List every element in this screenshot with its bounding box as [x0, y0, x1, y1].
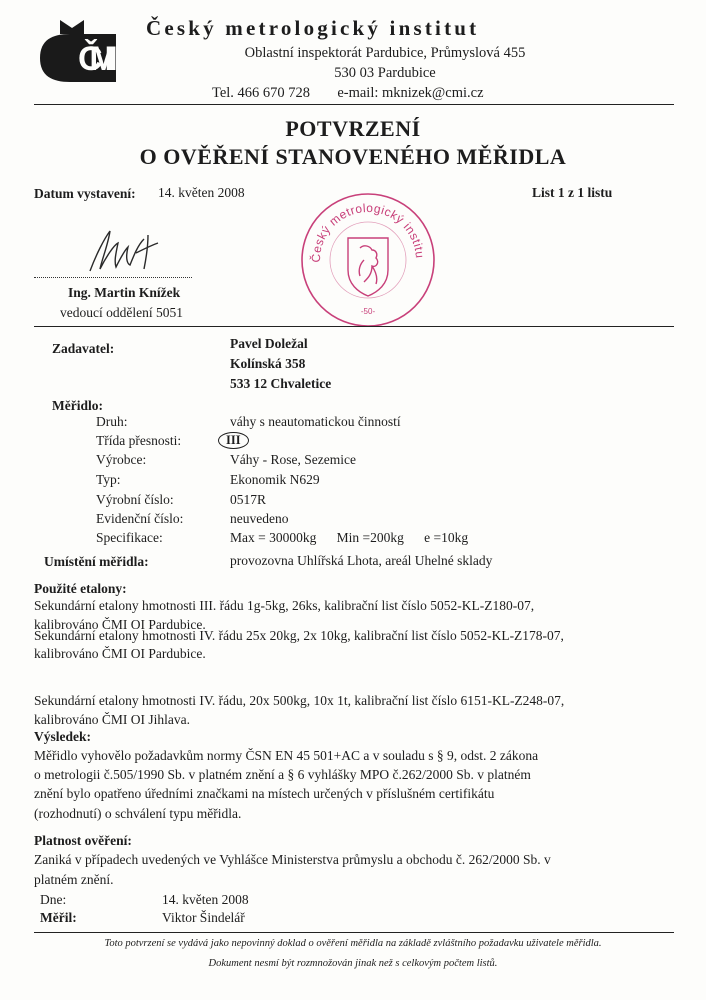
document-title: POTVRZENÍ: [285, 116, 421, 141]
result-heading: Výsledek:: [34, 729, 91, 744]
instrument-heading: Měřidlo:: [52, 398, 103, 413]
location-value: provozovna Uhlířská Lhota, areál Uhelné sklady: [230, 553, 493, 568]
institute-name: Český metrologický institut: [146, 16, 480, 40]
email-link[interactable]: e-mail: mknizek@cmi.cz: [337, 85, 484, 101]
standards-line: kalibrováno ČMI OI Pardubice.: [34, 617, 206, 632]
standards-line: Sekundární etalony hmotnosti IV. řádu 25x 20kg, 2x 10kg, kalibrační list číslo 5052-KL-Z178-07,: [34, 628, 564, 643]
signature-line: [34, 277, 192, 278]
instrument-value-serial: 0517R: [230, 492, 267, 507]
instrument-value-type: Ekonomik N629: [230, 472, 320, 487]
client-label: Zadavatel:: [52, 341, 115, 356]
svg-text:Český metrologický institut: [298, 190, 427, 263]
instrument-label-kind: Druh:: [96, 414, 128, 429]
client-name: Pavel Doležal: [230, 336, 308, 351]
validity-line: Zaniká v případech uvedených ve Vyhlášce Ministerstva průmyslu a obchodu č. 262/2000 Sb. v: [34, 852, 551, 867]
location-label: Umístění měřidla:: [44, 554, 149, 569]
issue-date-value: 14. květen 2008: [158, 185, 245, 200]
instrument-value-spec: Max = 30000kg Min =200kg e =10kg: [230, 530, 469, 545]
instrument-value-kind: váhy s neautomatickou činností: [230, 414, 401, 429]
client-city: 533 12 Chvaletice: [230, 376, 332, 391]
validity-line: platném znění.: [34, 872, 114, 887]
stamp-ring-text: Český metrologický institu: [308, 200, 428, 263]
contact-line: [212, 85, 484, 102]
footer-copy-note: Dokument nesmí být rozmnožován jinak než s celkovým počtem listů.: [208, 958, 498, 969]
instrument-value-registry: neuvedeno: [230, 511, 289, 526]
cmi-logo: [38, 18, 118, 94]
standards-line: kalibrováno ČMI OI Pardubice.: [34, 646, 206, 661]
signatory-name: Ing. Martin Knížek: [68, 285, 181, 300]
result-line: (rozhodnutí) o schválení typu měřidla.: [34, 806, 242, 821]
result-line: Měřidlo vyhovělo požadavkům normy ČSN EN 45 501+AC a v souladu s § 9, odst. 2 zákona: [34, 748, 539, 763]
instrument-label-spec: Specifikace:: [96, 530, 163, 545]
instrument-label-class: Třída přesnosti:: [96, 433, 182, 448]
instrument-value-maker: Váhy - Rose, Sezemice: [230, 452, 356, 467]
client-street: Kolínská 358: [230, 356, 306, 371]
verification-date-label: Dne:: [40, 892, 67, 907]
measured-by-label: Měřil:: [40, 910, 77, 925]
footer-divider: [34, 932, 674, 933]
instrument-label-registry: Evidenční číslo:: [96, 511, 184, 526]
verification-date-value: 14. květen 2008: [162, 892, 249, 907]
sheet-count: List 1 z 1 listu: [532, 185, 613, 200]
footer-note: Toto potvrzení se vydává jako nepovinný doklad o ověření měřidla na základě zvláštního požadavku uživatele měřidla.: [104, 938, 602, 949]
standards-line: Sekundární etalony hmotnosti III. řádu 1g-5kg, 26ks, kalibrační list číslo 5052-KL-Z180-07,: [34, 598, 535, 613]
standards-heading: Použité etalony:: [34, 581, 127, 596]
logo-text: ČMI: [78, 40, 118, 78]
signature-divider: [34, 326, 674, 327]
accuracy-class-value: III: [218, 432, 249, 449]
document-subtitle: O OVĚŘENÍ STANOVENÉHO MĚŘIDLA: [139, 144, 567, 169]
phone-text: Tel. 466 670 728: [212, 85, 311, 101]
signatory-role: vedoucí oddělení 5051: [60, 305, 183, 320]
validity-heading: Platnost ověření:: [34, 833, 132, 848]
office-city: 530 03 Pardubice: [334, 65, 436, 81]
standards-line: Sekundární etalony hmotnosti IV. řádu, 20x 500kg, 10x 1t, kalibrační list číslo 6151-KL-Z248-07,: [34, 693, 565, 708]
result-line: znění bylo opatřeno úředními značkami na místech určených v příslušném certifikátu: [34, 786, 495, 801]
header-divider: [34, 104, 674, 105]
official-stamp: [298, 190, 438, 330]
accuracy-class-badge: [218, 431, 249, 449]
standards-line: kalibrováno ČMI OI Jihlava.: [34, 712, 190, 727]
office-address: Oblastní inspektorát Pardubice, Průmyslová 455: [244, 45, 526, 61]
result-line: o metrologii č.505/1990 Sb. v platném znění a § 6 vyhlášky MPO č.262/2000 Sb. v platném: [34, 767, 531, 782]
instrument-label-serial: Výrobní číslo:: [96, 492, 174, 507]
handwritten-signature: [86, 225, 166, 277]
measured-by-value: Viktor Šindelář: [162, 910, 245, 925]
issue-date-label: Datum vystavení:: [34, 186, 136, 201]
instrument-label-type: Typ:: [96, 472, 121, 487]
stamp-number: -50-: [360, 307, 376, 316]
instrument-label-maker: Výrobce:: [96, 452, 147, 467]
